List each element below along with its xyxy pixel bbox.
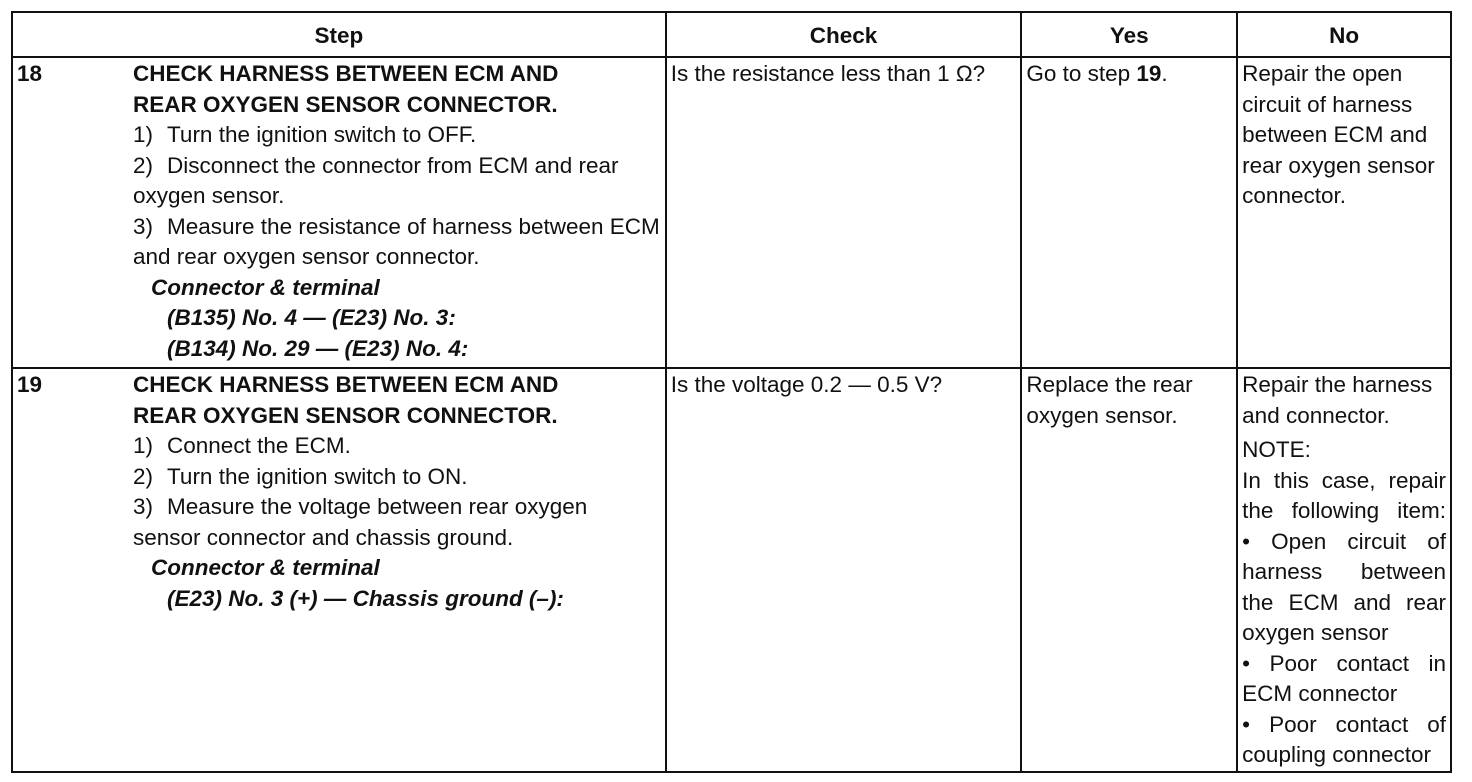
substep-text: Turn the ignition switch to OFF. xyxy=(167,122,477,147)
no-cell: Repair the open circuit of harness between ECM and rear oxygen sensor connector. xyxy=(1237,57,1451,368)
header-step: Step xyxy=(12,12,666,57)
substep-text: Measure the voltage between rear oxygen sensor connector and chassis ground. xyxy=(133,494,588,550)
substep-text: Turn the ignition switch to ON. xyxy=(167,463,468,489)
header-row xyxy=(12,12,1451,57)
substep-number: 3) xyxy=(133,213,154,239)
header-no: No xyxy=(1237,12,1451,57)
substep xyxy=(133,492,661,553)
table-row-step-18 xyxy=(12,57,1451,368)
step-body xyxy=(133,59,661,364)
step-wrap xyxy=(17,59,661,364)
yes-step-ref: 19 xyxy=(1136,61,1162,86)
step-number: 18 xyxy=(17,61,43,86)
check-cell: Is the resistance less than 1 Ω? xyxy=(666,57,1022,368)
step-body xyxy=(133,370,661,614)
note-line: ECM connector xyxy=(1242,681,1398,706)
table-row-step-19 xyxy=(12,368,1451,772)
substep-text: Connect the ECM. xyxy=(167,433,351,458)
note-line: • Poor contact in xyxy=(1242,650,1446,676)
step-title-line: REAR OXYGEN SENSOR CONNECTOR. xyxy=(133,91,558,117)
step-wrap xyxy=(17,370,661,614)
note-line: • Open circuit of xyxy=(1242,528,1446,554)
connector-line: (B134) No. 29 — (E23) No. 4: xyxy=(167,335,469,361)
substep-text: Measure the resistance of harness between ECM and rear oxygen sensor connector. xyxy=(133,213,660,269)
no-cell xyxy=(1237,368,1451,772)
step-cell xyxy=(12,368,666,772)
yes-cell xyxy=(1021,57,1237,368)
substep-number: 2) xyxy=(133,463,154,489)
substep-number: 1) xyxy=(133,122,154,147)
diagnostic-table xyxy=(11,11,1452,773)
substep xyxy=(133,151,661,212)
connector-title: Connector & terminal xyxy=(151,274,380,300)
note-line: the ECM and rear xyxy=(1242,589,1446,615)
connector-line: (E23) No. 3 (+) — Chassis ground (–): xyxy=(167,585,564,611)
connector-line: (B135) No. 4 — (E23) No. 3: xyxy=(167,305,456,330)
header-yes: Yes xyxy=(1021,12,1237,57)
note-line: In this case, repair xyxy=(1242,467,1446,493)
substep-number: 1) xyxy=(133,433,154,458)
no-main-text: Repair the harness and connector. xyxy=(1242,372,1433,428)
yes-cell: Replace the rear oxygen sensor. xyxy=(1021,368,1237,772)
substep xyxy=(133,431,661,462)
step-title-line: CHECK HARNESS BETWEEN ECM AND xyxy=(133,61,559,86)
yes-suffix: . xyxy=(1161,61,1168,86)
step-cell xyxy=(12,57,666,368)
note-line: oxygen sensor xyxy=(1242,620,1389,645)
header-check: Check xyxy=(666,12,1022,57)
substep xyxy=(133,462,661,493)
step-title-line: REAR OXYGEN SENSOR CONNECTOR. xyxy=(133,402,558,428)
note-line: harness between xyxy=(1242,559,1446,584)
step-title-line: CHECK HARNESS BETWEEN ECM AND xyxy=(133,372,559,397)
substep xyxy=(133,120,661,151)
connector-title: Connector & terminal xyxy=(151,555,380,580)
substep-number: 3) xyxy=(133,494,154,519)
substep-number: 2) xyxy=(133,152,154,178)
yes-prefix: Go to step xyxy=(1026,61,1137,86)
note-line: • Poor contact of xyxy=(1242,711,1446,737)
note-label: NOTE: xyxy=(1242,437,1311,462)
check-cell: Is the voltage 0.2 — 0.5 V? xyxy=(666,368,1022,772)
step-number: 19 xyxy=(17,372,43,397)
substep xyxy=(133,212,661,273)
note-line: the following item: xyxy=(1242,498,1446,523)
substep-text: Disconnect the connector from ECM and rear oxygen sensor. xyxy=(133,152,619,208)
note-line: coupling connector xyxy=(1242,742,1432,767)
